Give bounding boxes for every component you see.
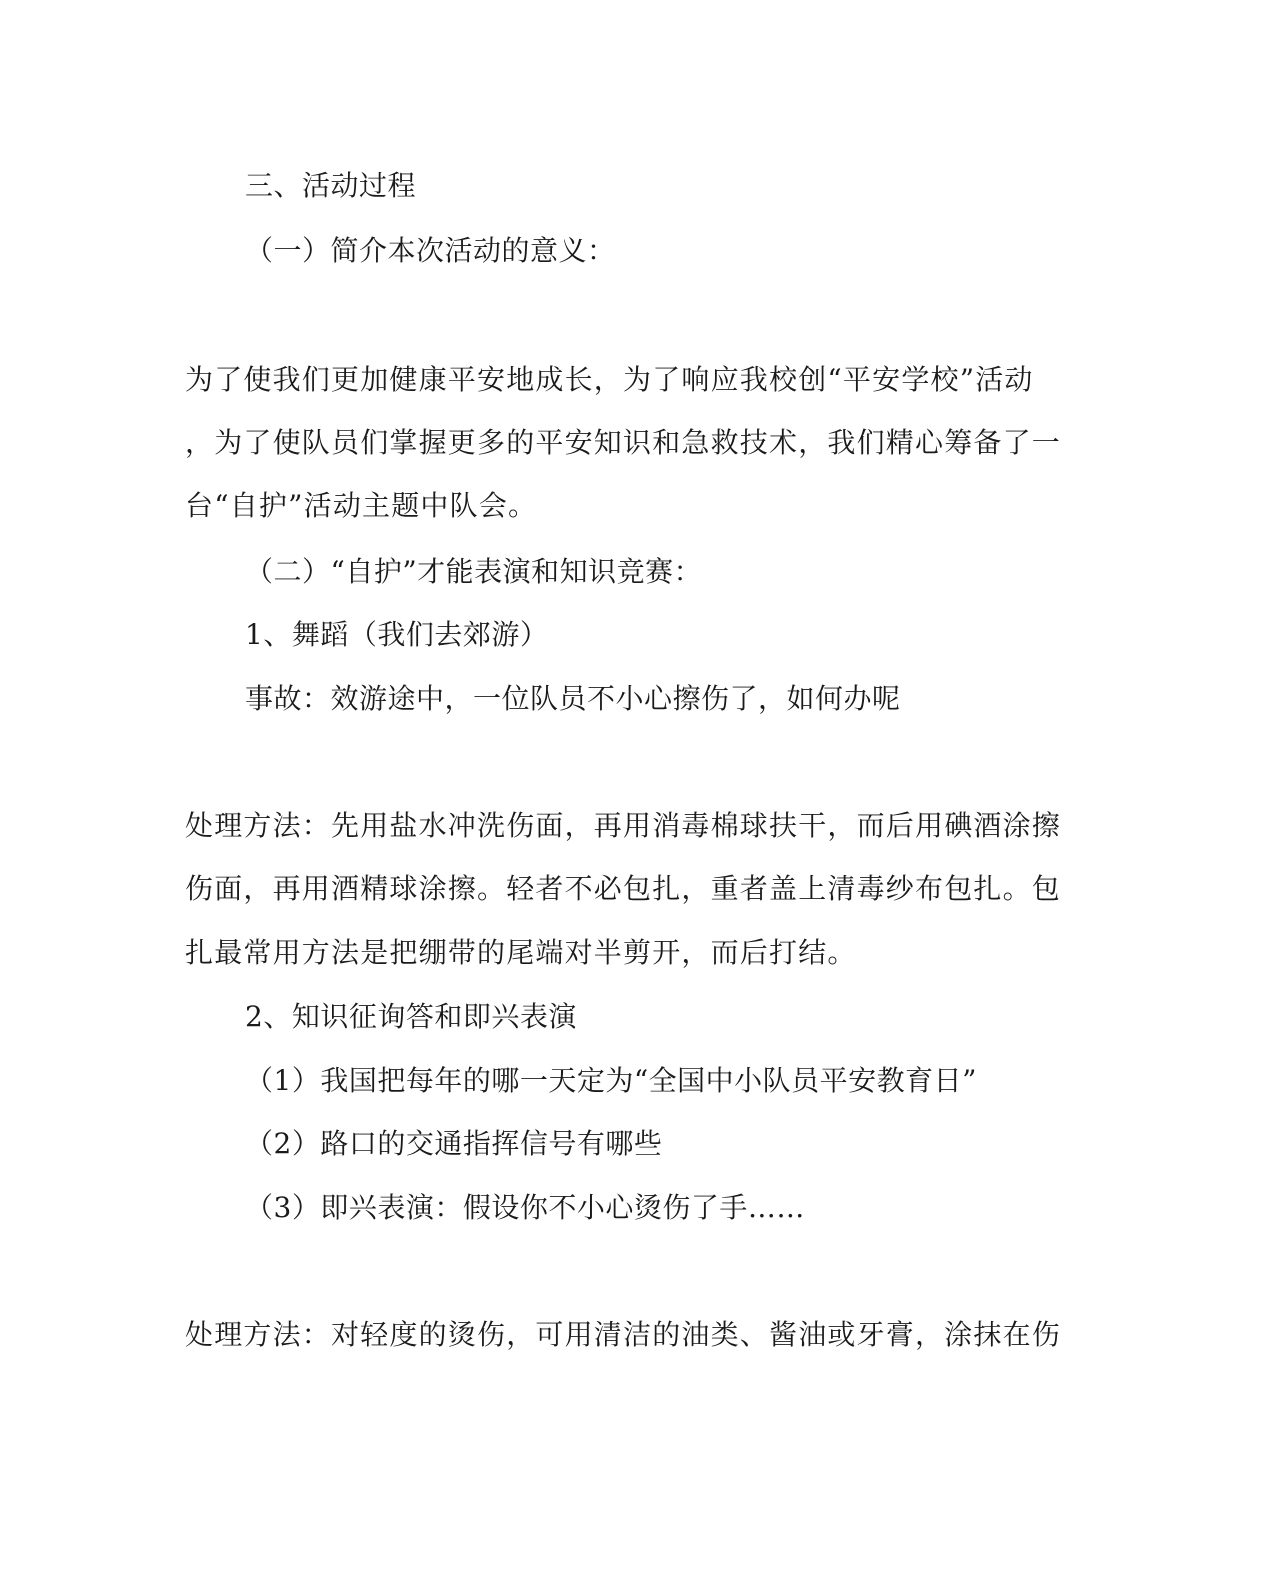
- paragraph-line: 处理方法：先用盐水冲洗伤面，再用消毒棉球扶干，而后用碘酒涂擦: [185, 809, 1062, 842]
- subsection-heading: （一）简介本次活动的意义：: [245, 234, 616, 267]
- subsection-heading: （二）“自护”才能表演和知识竞赛：: [245, 555, 703, 588]
- list-item: （1）我国把每年的哪一天定为“全国中小队员平安教育日”: [245, 1064, 977, 1097]
- paragraph-line: 扎最常用方法是把绷带的尾端对半剪开，而后打结。: [185, 936, 857, 969]
- list-item: （3）即兴表演：假设你不小心烫伤了手……: [245, 1191, 805, 1224]
- paragraph-line: 事故：效游途中，一位队员不小心擦伤了，如何办呢: [245, 682, 901, 715]
- section-heading: 三、活动过程: [245, 169, 417, 202]
- list-item: （2）路口的交通指挥信号有哪些: [245, 1127, 663, 1160]
- paragraph-line: 为了使我们更加健康平安地成长，为了响应我校创“平安学校”活动: [185, 363, 1034, 396]
- list-item: 1、舞蹈（我们去郊游）: [245, 618, 549, 651]
- paragraph-line: 处理方法：对轻度的烫伤，可用清洁的油类、酱油或牙膏，涂抹在伤: [185, 1318, 1062, 1351]
- paragraph-line: 台“自护”活动主题中队会。: [185, 489, 538, 522]
- paragraph-line: 伤面，再用酒精球涂擦。轻者不必包扎，重者盖上清毒纱布包扎。包: [185, 872, 1062, 905]
- paragraph-line: ，为了使队员们掌握更多的平安知识和急救技术，我们精心筹备了一: [185, 426, 1062, 459]
- list-item: 2、知识征询答和即兴表演: [245, 1000, 577, 1033]
